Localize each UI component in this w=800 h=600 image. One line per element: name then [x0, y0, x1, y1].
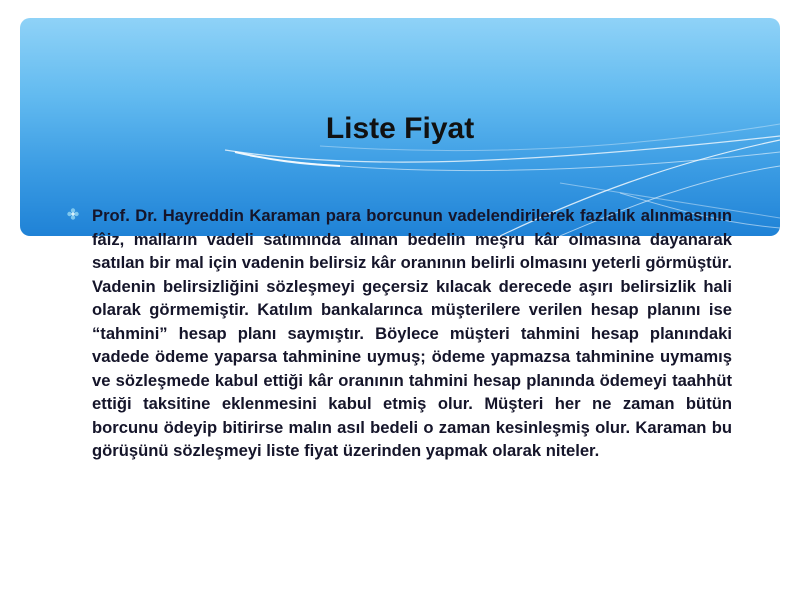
flower-bullet-icon [67, 208, 79, 220]
slide-title: Liste Fiyat [325, 112, 475, 145]
body-paragraph: Prof. Dr. Hayreddin Karaman para borcunun vadelendirilerek fazlalık alınmasının fâiz, malların vadeli satımında alınan bedelin meşru kâr olmasına dayanarak satılan bir mal için vadenin belirsiz kâr oranının belirli olmasını yeterli görmüştür. Vadenin belirsizliğini sözleşmeyi geçersiz kılacak derecede aşırı belirsizlik hali olarak görmemiştir. Katılım bankalarınca müşterilere verilen hesap planını ise “tahmini” hesap planı saymıştır. Böylece müşteri tahmini hesap planındaki vadede ödeme yaparsa tahminine uymuş; ödeme yapmazsa tahminine uymamış ve sözleşmede kabul ettiği kâr oranının tahmini hesap planında ödemeyi taahhüt ettiği taksitine eklenmesini kabul etmiş olur. Müşteri her ne zaman bütün borcunu ödeyip bitirirse malın asıl bedeli o zaman kesinleşmiş olur. Karaman bu görüşünü sözleşmeyi liste fiyat üzerinden yapmak olarak niteler. [92, 206, 732, 460]
